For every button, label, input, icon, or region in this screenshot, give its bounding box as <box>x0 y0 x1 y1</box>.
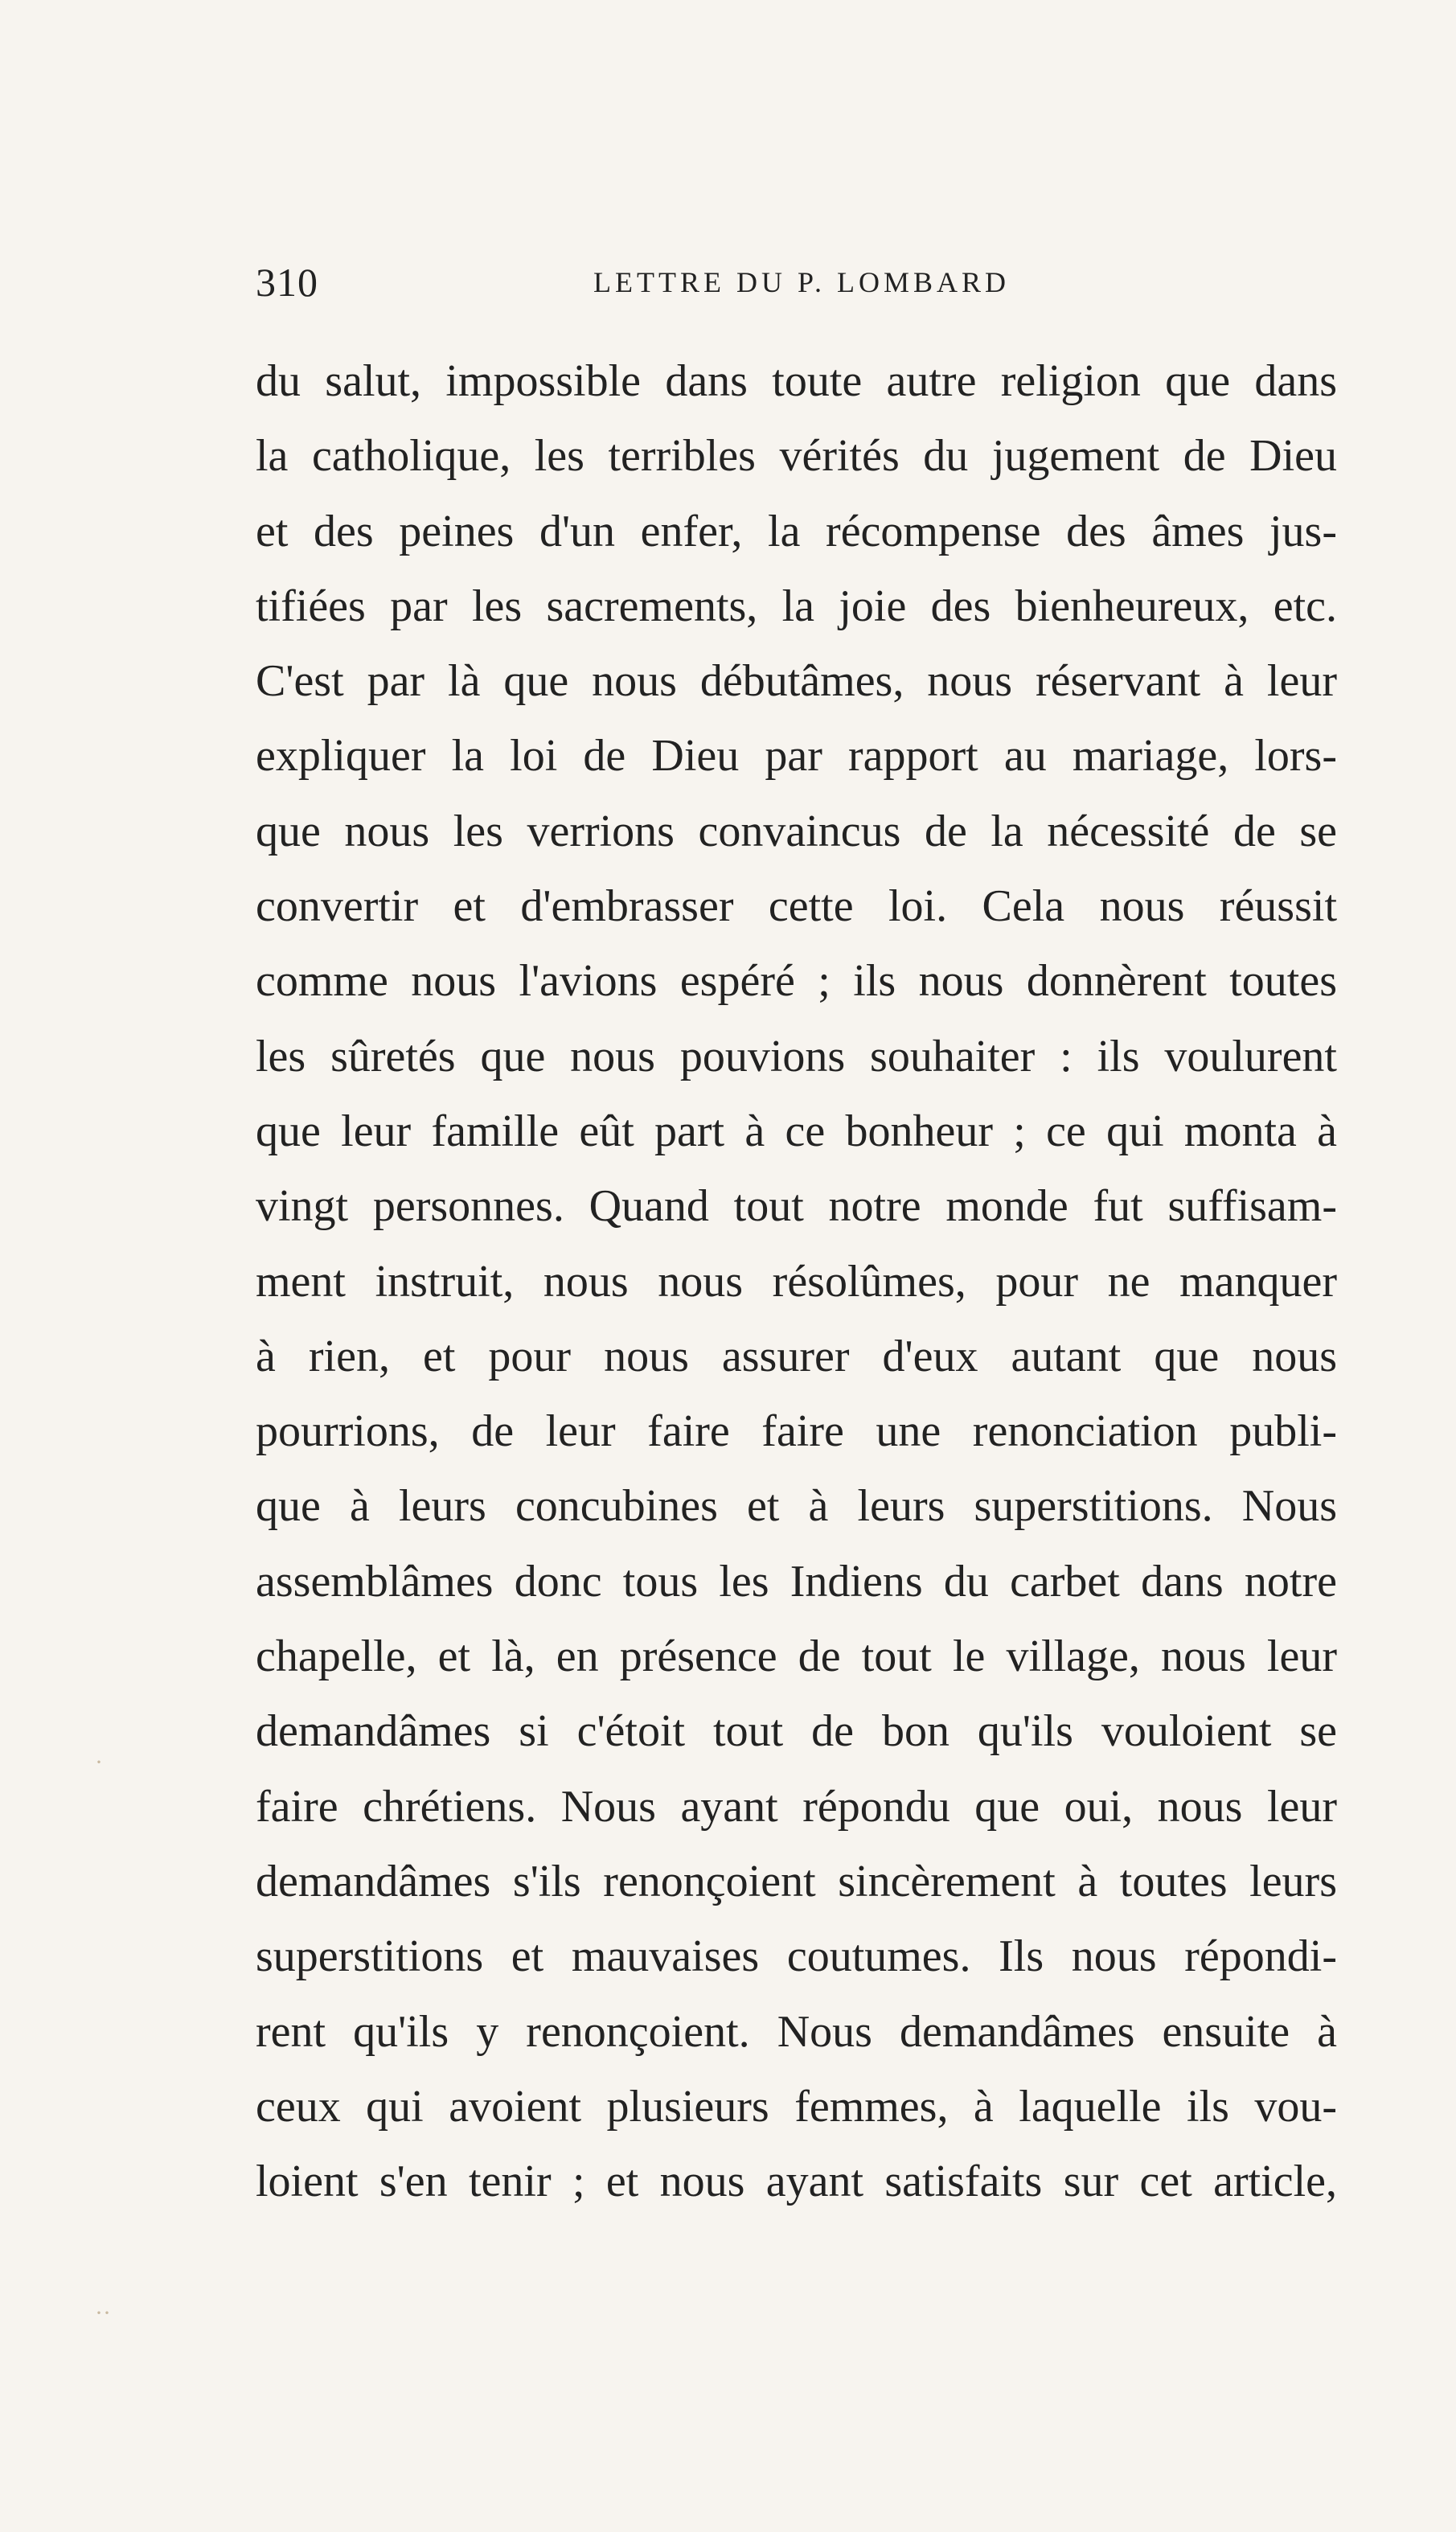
text-line: demandâmes s'ils renonçoient sincèrement à toutes leurs <box>256 1856 1337 1906</box>
text-line: que leur famille eût part à ce bonheur ; ce qui monta à <box>256 1106 1337 1156</box>
text-line: du salut, impossible dans toute autre religion que dans <box>256 356 1337 406</box>
page-number: 310 <box>256 260 318 305</box>
paper-speck: ·· <box>95 2300 111 2326</box>
text-line: chapelle, et là, en présence de tout le village, nous leur <box>256 1631 1337 1682</box>
text-line: loient s'en tenir ; et nous ayant satisfaits sur cet article, <box>256 2157 1337 2207</box>
text-line: tifiées par les sacrements, la joie des bienheureux, etc. <box>256 581 1337 631</box>
text-line: comme nous l'avions espéré ; ils nous donnèrent toutes <box>256 956 1337 1007</box>
text-line: et des peines d'un enfer, la récompense des âmes jus- <box>256 506 1337 556</box>
text-line: ceux qui avoient plusieurs femmes, à laquelle ils vou- <box>256 2081 1337 2132</box>
text-line: rent qu'ils y renonçoient. Nous demandâmes ensuite à <box>256 2006 1337 2057</box>
text-line: la catholique, les terribles vérités du jugement de Dieu <box>256 431 1337 482</box>
text-line: que nous les verrions convaincus de la nécessité de se <box>256 806 1337 856</box>
text-line: que à leurs concubines et à leurs superstitions. Nous <box>256 1481 1337 1532</box>
text-line: C'est par là que nous débutâmes, nous réservant à leur <box>256 656 1337 707</box>
body-text <box>256 344 1337 2219</box>
text-line: pourrions, de leur faire faire une renonciation publi- <box>256 1406 1337 1457</box>
text-line: convertir et d'embrasser cette loi. Cela nous réussit <box>256 881 1337 932</box>
text-line: demandâmes si c'étoit tout de bon qu'ils vouloient se <box>256 1706 1337 1757</box>
text-line: assemblâmes donc tous les Indiens du carbet dans notre <box>256 1556 1337 1607</box>
text-line: les sûretés que nous pouvions souhaiter : ils voulurent <box>256 1031 1337 1081</box>
text-line: superstitions et mauvaises coutumes. Ils nous répondi- <box>256 1931 1337 1982</box>
page-header <box>256 259 1337 307</box>
text-line: vingt personnes. Quand tout notre monde fut suffisam- <box>256 1181 1337 1232</box>
text-line: ment instruit, nous nous résolûmes, pour ne manquer <box>256 1256 1337 1307</box>
text-line: expliquer la loi de Dieu par rapport au mariage, lors- <box>256 731 1337 782</box>
paper-speck: · <box>95 1749 103 1775</box>
text-line: faire chrétiens. Nous ayant répondu que oui, nous leur <box>256 1781 1337 1832</box>
running-title: LETTRE DU P. LOMBARD <box>593 266 1011 298</box>
text-line: à rien, et pour nous assurer d'eux autant que nous <box>256 1331 1337 1381</box>
